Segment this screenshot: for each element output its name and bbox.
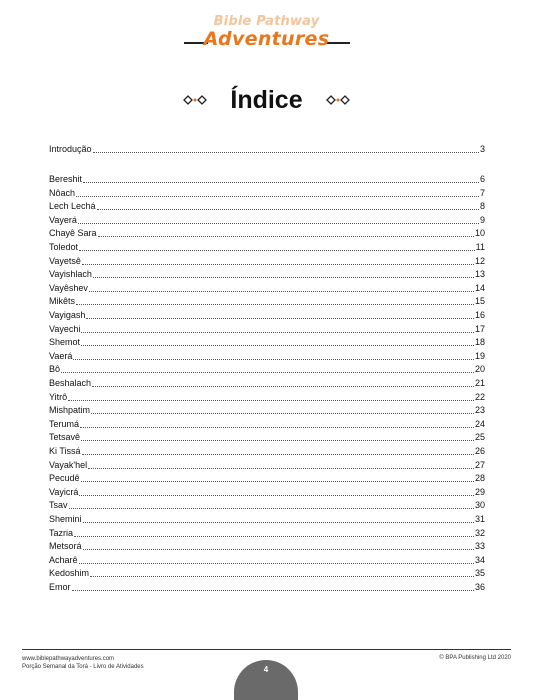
toc-entry-label: Toledot bbox=[49, 242, 79, 252]
toc-entry[interactable] bbox=[49, 444, 485, 457]
toc-entry[interactable] bbox=[49, 498, 485, 511]
toc-entry-label: Nôach bbox=[49, 187, 76, 198]
toc-entry-page: 14 bbox=[474, 282, 485, 293]
toc-entry[interactable] bbox=[49, 376, 485, 389]
toc-entry-page: 16 bbox=[474, 310, 485, 320]
dot-leader bbox=[83, 522, 474, 523]
toc-entry-label: Chayê Sara bbox=[49, 228, 97, 239]
toc-entry[interactable] bbox=[49, 362, 485, 375]
toc-entry-label: Vayak'hel bbox=[49, 459, 88, 470]
logo-line-1: Bible Pathway bbox=[213, 14, 320, 29]
diamond-ornament-right-icon bbox=[325, 94, 351, 106]
footer-book-title: Porção Semanal da Torá - Livro de Atividades bbox=[22, 664, 144, 670]
toc-entry-label: Tsav bbox=[49, 500, 68, 511]
toc-entry-page: 25 bbox=[474, 432, 485, 443]
dot-leader bbox=[93, 277, 474, 278]
toc-entry-label: Ki Tissá bbox=[49, 446, 81, 456]
toc-entry-page: 23 bbox=[474, 405, 485, 416]
toc-entry[interactable] bbox=[49, 213, 485, 226]
footer-copyright: © BPA Publishing Ltd 2020 bbox=[439, 655, 511, 661]
dot-leader bbox=[82, 454, 474, 455]
toc-entry[interactable] bbox=[49, 308, 485, 321]
dot-leader bbox=[92, 386, 474, 387]
toc-entry-page: 33 bbox=[474, 541, 485, 552]
toc-entry-label: Vayigash bbox=[49, 310, 86, 320]
toc-entry-page: 29 bbox=[474, 486, 485, 497]
toc-entry[interactable] bbox=[49, 566, 485, 579]
toc-entry-page: 35 bbox=[474, 568, 485, 579]
toc-entry-label: Acharê bbox=[49, 554, 78, 565]
toc-entry-page: 18 bbox=[474, 337, 485, 348]
toc-entry-page: 28 bbox=[474, 473, 485, 484]
dot-leader bbox=[81, 440, 474, 441]
dot-leader bbox=[83, 182, 479, 183]
dot-leader bbox=[89, 291, 474, 292]
toc-entry[interactable] bbox=[49, 580, 485, 593]
dot-leader bbox=[88, 468, 474, 469]
toc-entry[interactable] bbox=[49, 226, 485, 239]
toc-entry-page: 7 bbox=[479, 187, 485, 198]
toc-entry-label: Vayechi bbox=[49, 323, 81, 334]
toc-entry-label: Shemini bbox=[49, 514, 82, 524]
toc-entry[interactable] bbox=[49, 186, 485, 199]
toc-entry-label: Lech Lechá bbox=[49, 201, 96, 212]
dot-leader bbox=[68, 400, 474, 401]
dot-leader bbox=[83, 549, 474, 550]
toc-entry[interactable] bbox=[49, 254, 485, 267]
toc-entry-label: Bô bbox=[49, 364, 61, 375]
dot-leader bbox=[80, 427, 474, 428]
toc-entry-page: 11 bbox=[475, 242, 485, 252]
toc-entry[interactable] bbox=[49, 553, 485, 566]
toc-entry-page: 17 bbox=[474, 323, 485, 334]
footer-website[interactable]: www.biblepathwayadventures.com bbox=[22, 656, 115, 662]
toc-entry-page: 6 bbox=[479, 174, 485, 184]
dot-leader bbox=[81, 345, 474, 346]
toc-entry-page: 15 bbox=[474, 296, 485, 307]
dot-leader bbox=[91, 413, 474, 414]
toc-entry[interactable] bbox=[49, 526, 485, 539]
toc-entry[interactable] bbox=[49, 142, 485, 155]
dot-leader bbox=[98, 236, 474, 237]
toc-entry-page: 27 bbox=[474, 459, 485, 470]
toc-entry[interactable] bbox=[49, 349, 485, 362]
dot-leader bbox=[78, 223, 479, 224]
dot-leader bbox=[76, 196, 479, 197]
toc-entry[interactable] bbox=[49, 294, 485, 307]
toc-entry[interactable] bbox=[49, 281, 485, 294]
toc-entry-page: 24 bbox=[474, 418, 485, 429]
page-number: 4 bbox=[263, 665, 269, 674]
toc-entry[interactable] bbox=[49, 458, 485, 471]
toc-entry-label: Vayêshev bbox=[49, 282, 88, 293]
toc-entry-label: Vayicrá bbox=[49, 486, 79, 497]
toc-entry-label: Vayetsê bbox=[49, 255, 81, 266]
page-title: Índice bbox=[230, 85, 303, 114]
dot-leader bbox=[72, 590, 474, 591]
toc-entry[interactable] bbox=[49, 199, 485, 212]
dot-leader bbox=[97, 209, 479, 210]
toc-entry[interactable] bbox=[49, 335, 485, 348]
toc-entry-label: Shemot bbox=[49, 337, 81, 348]
toc-entry[interactable] bbox=[49, 512, 485, 525]
toc-entry[interactable] bbox=[49, 240, 485, 253]
toc-entry-label: Mishpatim bbox=[49, 405, 91, 416]
dot-leader bbox=[86, 318, 474, 319]
toc-entry-page: 8 bbox=[479, 201, 485, 212]
toc-entry[interactable] bbox=[49, 172, 485, 185]
toc-entry-page: 20 bbox=[474, 364, 485, 375]
toc-entry[interactable] bbox=[49, 430, 485, 443]
title-row bbox=[0, 82, 533, 118]
toc-entry-page: 32 bbox=[474, 527, 485, 538]
dot-leader bbox=[81, 332, 474, 333]
footer-divider bbox=[22, 649, 511, 650]
dot-leader bbox=[79, 250, 475, 251]
toc-entry-label: Tetsavê bbox=[49, 432, 81, 443]
dot-leader bbox=[79, 563, 474, 564]
dot-leader bbox=[69, 508, 474, 509]
dot-leader bbox=[76, 304, 474, 305]
toc-entry-label: Vayerá bbox=[49, 214, 77, 225]
toc-entry-label: Vaerá bbox=[49, 350, 73, 361]
toc-entry-page: 36 bbox=[474, 582, 485, 592]
toc-entry-page: 3 bbox=[479, 144, 485, 154]
dot-leader bbox=[81, 481, 474, 482]
toc-entry[interactable] bbox=[49, 322, 485, 335]
toc-entry-label: Pecudê bbox=[49, 473, 80, 484]
toc-entry-label: Metsorá bbox=[49, 541, 82, 552]
toc-entry-label: Terumá bbox=[49, 418, 80, 429]
toc-entry-page: 26 bbox=[474, 446, 485, 456]
toc-entry-page: 13 bbox=[474, 269, 485, 280]
toc-entry-page: 30 bbox=[474, 500, 485, 511]
toc-entry-label: Beshalach bbox=[49, 378, 92, 388]
footer-left bbox=[22, 655, 144, 671]
toc-entry[interactable] bbox=[49, 390, 485, 403]
toc-entry-page: 10 bbox=[474, 228, 485, 239]
toc-entry-page: 12 bbox=[474, 255, 485, 266]
dot-leader bbox=[93, 152, 479, 153]
toc-entry-label: Emor bbox=[49, 582, 71, 592]
toc-entry-page: 34 bbox=[474, 554, 485, 565]
dot-leader bbox=[61, 372, 474, 373]
dot-leader bbox=[90, 576, 474, 577]
toc-entry-label: Bereshit bbox=[49, 174, 83, 184]
header bbox=[0, 8, 533, 56]
toc-entry-label: Introdução bbox=[49, 144, 92, 154]
dot-leader bbox=[82, 264, 474, 265]
toc-entry-label: Tazria bbox=[49, 527, 74, 538]
toc-entry[interactable] bbox=[49, 267, 485, 280]
dot-leader bbox=[74, 536, 474, 537]
toc-entry-label: Vayishlach bbox=[49, 269, 92, 280]
dot-leader bbox=[73, 359, 474, 360]
toc-entry[interactable] bbox=[49, 417, 485, 430]
toc-entry-page: 19 bbox=[474, 350, 485, 361]
toc-entry-label: Mikêts bbox=[49, 296, 76, 307]
toc-entry-label: Kedoshim bbox=[49, 568, 90, 579]
toc-entry[interactable] bbox=[49, 539, 485, 552]
toc-entry-label: Yitrô bbox=[49, 391, 68, 402]
toc-entry-page: 21 bbox=[474, 378, 485, 388]
toc-entry[interactable] bbox=[49, 485, 485, 498]
toc-entry-page: 22 bbox=[474, 391, 485, 402]
toc-entry[interactable] bbox=[49, 403, 485, 416]
diamond-ornament-left-icon bbox=[182, 94, 208, 106]
logo-line-2: Adventures bbox=[203, 28, 330, 50]
toc-entry[interactable] bbox=[49, 471, 485, 484]
dot-leader bbox=[79, 495, 474, 496]
toc-entry-page: 31 bbox=[474, 514, 485, 524]
toc-entry-page: 9 bbox=[479, 214, 485, 225]
